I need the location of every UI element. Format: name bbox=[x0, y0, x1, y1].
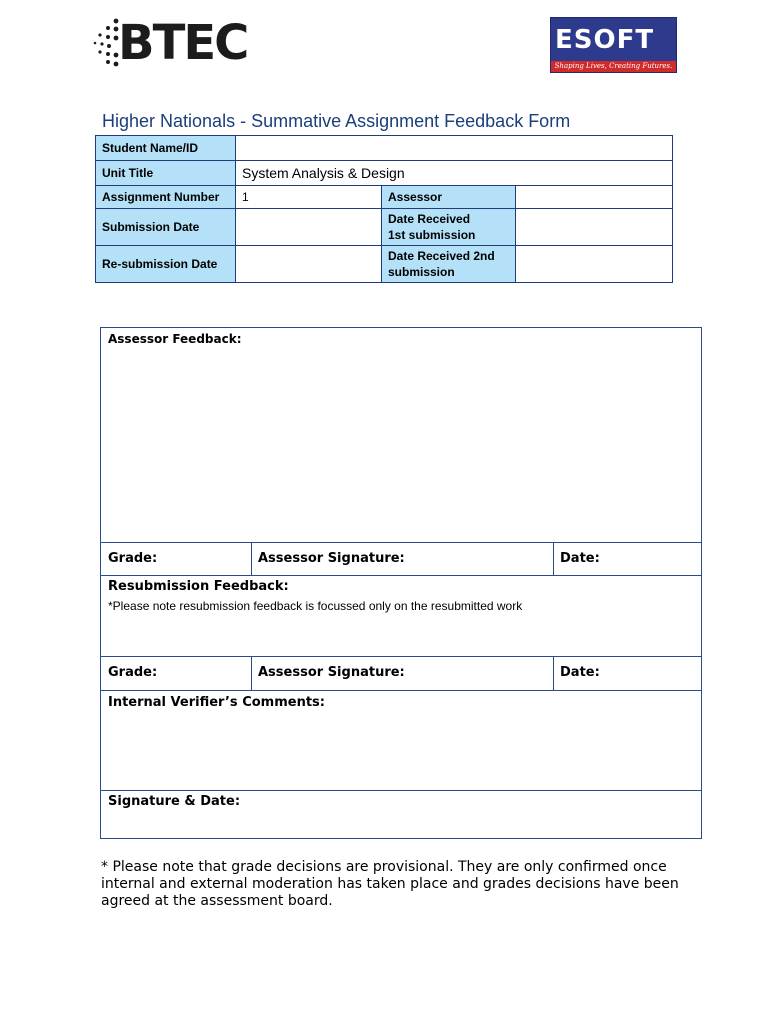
submission-date-field[interactable] bbox=[236, 209, 382, 246]
assessor-feedback-area[interactable] bbox=[101, 350, 701, 540]
assignment-number-label: Assignment Number bbox=[96, 186, 236, 209]
grade-label-2: Grade: bbox=[108, 665, 158, 680]
divider bbox=[251, 656, 252, 690]
divider bbox=[101, 575, 701, 576]
student-name-label: Student Name/ID bbox=[96, 136, 236, 161]
internal-verifier-label: Internal Verifier’s Comments: bbox=[108, 695, 325, 710]
divider bbox=[553, 656, 554, 690]
divider bbox=[101, 790, 701, 791]
provisional-grade-note: * Please note that grade decisions are provisional. They are only confirmed once internal and external moderation has taken place and grades decisions have been agreed at the assessment board. bbox=[101, 859, 679, 909]
date-received-second-field[interactable] bbox=[516, 246, 673, 283]
unit-title-label: Unit Title bbox=[96, 161, 236, 186]
btec-wordmark: BTEC bbox=[118, 15, 248, 71]
divider bbox=[101, 542, 701, 543]
esoft-tagline: Shaping Lives, Creating Futures. bbox=[551, 61, 676, 72]
unit-title-field[interactable]: System Analysis & Design bbox=[236, 161, 673, 186]
assessor-field[interactable] bbox=[516, 186, 673, 209]
date-received-first-line1: Date Received bbox=[388, 212, 471, 226]
date-received-second-line1: Date Received 2nd bbox=[388, 249, 495, 263]
grade-label: Grade: bbox=[108, 551, 158, 566]
resubmission-date-field[interactable] bbox=[236, 246, 382, 283]
esoft-wordmark: ESOFT bbox=[555, 25, 655, 55]
divider bbox=[251, 542, 252, 575]
date-received-second-label bbox=[382, 246, 516, 283]
esoft-logo bbox=[550, 17, 677, 73]
date-received-second-line2: submission bbox=[388, 265, 455, 279]
date-label-2: Date: bbox=[560, 665, 600, 680]
date-received-first-field[interactable] bbox=[516, 209, 673, 246]
assessor-feedback-label: Assessor Feedback: bbox=[108, 332, 242, 346]
date-received-first-label bbox=[382, 209, 516, 246]
assessor-signature-label: Assessor Signature: bbox=[258, 551, 405, 566]
student-name-field[interactable] bbox=[236, 136, 673, 161]
btec-dots-icon bbox=[92, 18, 120, 68]
assessor-signature-label-2: Assessor Signature: bbox=[258, 665, 405, 680]
date-label: Date: bbox=[560, 551, 600, 566]
assignment-number-field[interactable]: 1 bbox=[236, 186, 382, 209]
resubmission-feedback-label: Resubmission Feedback: bbox=[108, 579, 289, 594]
resubmission-date-label: Re-submission Date bbox=[96, 246, 236, 283]
assessor-label: Assessor bbox=[382, 186, 516, 209]
signature-date-label: Signature & Date: bbox=[108, 794, 241, 809]
date-received-first-line2: 1st submission bbox=[388, 228, 476, 242]
page-title: Higher Nationals - Summative Assignment Feedback Form bbox=[102, 111, 571, 131]
assignment-info-table bbox=[95, 135, 673, 283]
feedback-box bbox=[100, 327, 702, 839]
divider bbox=[101, 656, 701, 657]
divider bbox=[101, 690, 701, 691]
btec-logo bbox=[92, 15, 252, 72]
resubmission-note: *Please note resubmission feedback is focussed only on the resubmitted work bbox=[108, 599, 523, 613]
submission-date-label: Submission Date bbox=[96, 209, 236, 246]
divider bbox=[553, 542, 554, 575]
